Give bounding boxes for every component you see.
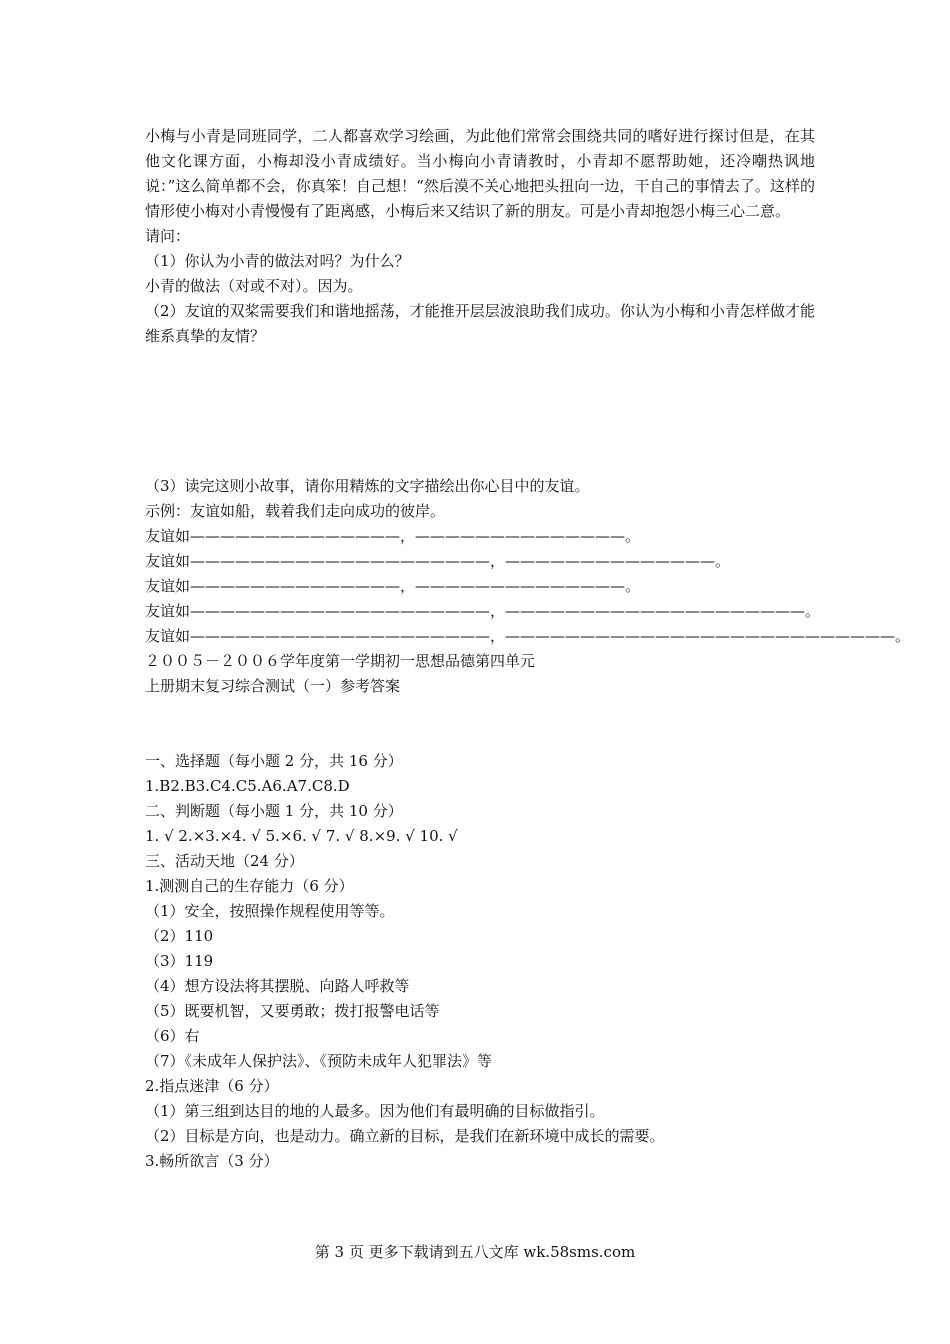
answer-line: （2）目标是方向，也是动力。确立新的目标，是我们在新环境中成长的需要。	[145, 1127, 665, 1145]
question-prompt: 请问：	[145, 227, 191, 245]
answer-line: （3）119	[145, 952, 214, 970]
question-1-answer-line: 小青的做法（对或不对）。因为。	[145, 277, 363, 295]
answers-title-line-2: 上册期末复习综合测试（一）参考答案	[145, 677, 401, 695]
answer-line: （1）第三组到达目的地的人最多。因为他们有最明确的目标做指引。	[145, 1102, 605, 1120]
question-1: （1）你认为小青的做法对吗？为什么？	[145, 252, 410, 270]
question-2: （2）友谊的双桨需要我们和谐地摇荡，才能推开层层波浪助我们成功。你认为小梅和小青怎样做才能维系真挚的友情？	[145, 302, 815, 345]
answer-line: （6）右	[145, 1027, 200, 1045]
example-line: 示例：友谊如船，载着我们走向成功的彼岸。	[145, 502, 446, 520]
fill-line: 友谊如————————————————————，——————————————。	[145, 552, 731, 570]
answer-line: 3.畅所欲言（3 分）	[145, 1152, 279, 1170]
answer-line: 2.指点迷津（6 分）	[145, 1077, 279, 1095]
answer-line: （4）想方设法将其摆脱、向路人呼救等	[145, 977, 410, 995]
answer-space	[145, 349, 815, 474]
answer-line: （2）110	[145, 927, 214, 945]
fill-line: 友谊如————————————————————，————————————————————。	[145, 602, 821, 620]
story-paragraph: 小梅与小青是同班同学，二人都喜欢学习绘画，为此他们常常会围绕共同的嗜好进行探讨但是，在其他文化课方面，小梅却没小青成绩好。当小梅向小青请教时，小青却不愿帮助她，还冷嘲热讽地说：”这么简单都不会，你真笨！自己想！“然后漠不关心地把头扭向一边，干自己的事情去了。这样的情形使小梅对小青慢慢有了距离感，小梅后来又结识了新的朋友。可是小青却抱怨小梅三心二意。	[145, 127, 815, 220]
answer-line: （1）安全，按照操作规程使用等等。	[145, 902, 395, 920]
answer-line: 1. √ 2.×3.×4. √ 5.×6. √ 7. √ 8.×9. √ 10. √	[145, 827, 458, 845]
fill-line: 友谊如——————————————，——————————————。	[145, 527, 641, 545]
question-3: （3）读完这则小故事，请你用精炼的文字描绘出你心目中的友谊。	[145, 477, 590, 495]
answers-title-line-1: ２００５－２００６学年度第一学期初一思想品德第四单元	[145, 652, 536, 670]
fill-line: 友谊如——————————————，——————————————。	[145, 577, 641, 595]
page-content	[145, 124, 911, 1174]
answer-line: 1.B2.B3.C4.C5.A6.A7.C8.D	[145, 777, 350, 795]
answer-line: （7）《未成年人保护法》、《预防未成年人犯罪法》等	[145, 1052, 493, 1070]
answer-line: （5）既要机智，又要勇敢；拨打报警电话等	[145, 1002, 440, 1020]
fill-line: 友谊如————————————————————，——————————————————————————。	[145, 627, 911, 645]
section-gap	[145, 699, 815, 749]
answer-line: 1.测测自己的生存能力（6 分）	[145, 877, 354, 895]
page-footer: 第 3 页 更多下载请到五八文库 wk.58sms.com	[314, 1243, 636, 1261]
answer-line: 一、选择题（每小题 2 分，共 16 分）	[145, 752, 403, 770]
answer-line: 二、判断题（每小题 1 分，共 10 分）	[145, 802, 403, 820]
answer-line: 三、活动天地（24 分）	[145, 852, 304, 870]
